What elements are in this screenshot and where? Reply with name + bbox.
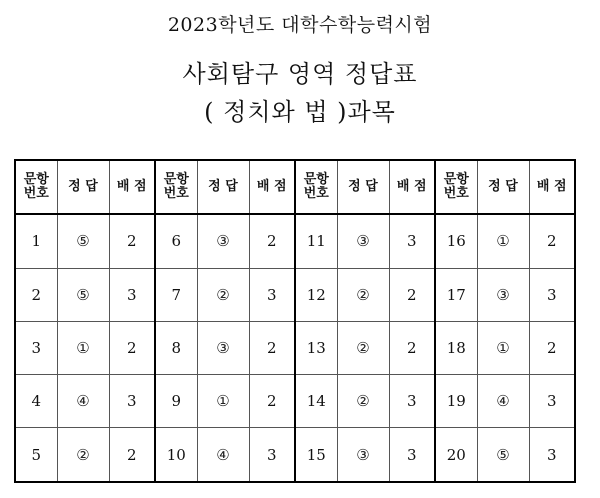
point-value: 3 xyxy=(529,375,575,428)
answer-choice: ④ xyxy=(197,428,249,482)
header-answer: 정 답 xyxy=(337,160,389,214)
question-number: 1 xyxy=(15,214,57,268)
answer-choice: ③ xyxy=(197,214,249,268)
question-number: 10 xyxy=(155,428,197,482)
header-points: 배 점 xyxy=(109,160,155,214)
question-number: 20 xyxy=(435,428,477,482)
answer-choice: ③ xyxy=(337,214,389,268)
answer-choice: ② xyxy=(57,428,109,482)
answer-choice: ③ xyxy=(197,321,249,374)
point-value: 2 xyxy=(249,321,295,374)
header-points: 배 점 xyxy=(529,160,575,214)
point-value: 2 xyxy=(529,214,575,268)
header-answer: 정 답 xyxy=(477,160,529,214)
answer-key-title: 사회탐구 영역 정답표 xyxy=(182,60,418,88)
header-answer: 정 답 xyxy=(197,160,249,214)
answer-choice: ④ xyxy=(477,375,529,428)
question-number: 2 xyxy=(15,268,57,321)
question-number: 19 xyxy=(435,375,477,428)
point-value: 2 xyxy=(109,428,155,482)
point-value: 2 xyxy=(389,321,435,374)
answer-choice: ③ xyxy=(337,428,389,482)
question-number: 18 xyxy=(435,321,477,374)
point-value: 2 xyxy=(529,321,575,374)
answer-choice: ④ xyxy=(57,375,109,428)
point-value: 3 xyxy=(249,428,295,482)
table-row xyxy=(15,268,575,321)
table-row xyxy=(15,214,575,268)
header-points: 배 점 xyxy=(249,160,295,214)
question-number: 4 xyxy=(15,375,57,428)
question-number: 15 xyxy=(295,428,337,482)
answer-choice: ① xyxy=(477,214,529,268)
point-value: 2 xyxy=(109,214,155,268)
table-row xyxy=(15,321,575,374)
question-number: 12 xyxy=(295,268,337,321)
answer-choice: ① xyxy=(477,321,529,374)
table-row xyxy=(15,375,575,428)
answer-choice: ⑤ xyxy=(57,268,109,321)
point-value: 3 xyxy=(529,428,575,482)
subject-title: ( 정치와 법 )과목 xyxy=(204,98,396,126)
point-value: 3 xyxy=(389,428,435,482)
answer-choice: ② xyxy=(197,268,249,321)
question-number: 5 xyxy=(15,428,57,482)
answer-choice: ⑤ xyxy=(477,428,529,482)
point-value: 2 xyxy=(109,321,155,374)
answer-choice: ① xyxy=(197,375,249,428)
point-value: 3 xyxy=(529,268,575,321)
question-number: 3 xyxy=(15,321,57,374)
question-number: 9 xyxy=(155,375,197,428)
exam-title: 2023학년도 대학수학능력시험 xyxy=(167,14,433,36)
point-value: 3 xyxy=(389,375,435,428)
answer-choice: ② xyxy=(337,375,389,428)
table-row xyxy=(15,428,575,482)
header-row xyxy=(15,160,575,214)
question-number: 13 xyxy=(295,321,337,374)
point-value: 3 xyxy=(249,268,295,321)
point-value: 3 xyxy=(109,268,155,321)
answer-choice: ① xyxy=(57,321,109,374)
header-question-number: 문항 번호 xyxy=(295,160,337,214)
answer-key-table xyxy=(14,159,576,483)
point-value: 2 xyxy=(389,268,435,321)
point-value: 2 xyxy=(249,375,295,428)
question-number: 7 xyxy=(155,268,197,321)
answer-choice: ② xyxy=(337,321,389,374)
point-value: 3 xyxy=(109,375,155,428)
header-question-number: 문항 번호 xyxy=(15,160,57,214)
question-number: 6 xyxy=(155,214,197,268)
question-number: 8 xyxy=(155,321,197,374)
answer-choice: ③ xyxy=(477,268,529,321)
answer-choice: ② xyxy=(337,268,389,321)
header-points: 배 점 xyxy=(389,160,435,214)
question-number: 11 xyxy=(295,214,337,268)
answer-choice: ⑤ xyxy=(57,214,109,268)
question-number: 16 xyxy=(435,214,477,268)
question-number: 17 xyxy=(435,268,477,321)
point-value: 3 xyxy=(389,214,435,268)
point-value: 2 xyxy=(249,214,295,268)
question-number: 14 xyxy=(295,375,337,428)
header-question-number: 문항 번호 xyxy=(155,160,197,214)
header-answer: 정 답 xyxy=(57,160,109,214)
header-question-number: 문항 번호 xyxy=(435,160,477,214)
